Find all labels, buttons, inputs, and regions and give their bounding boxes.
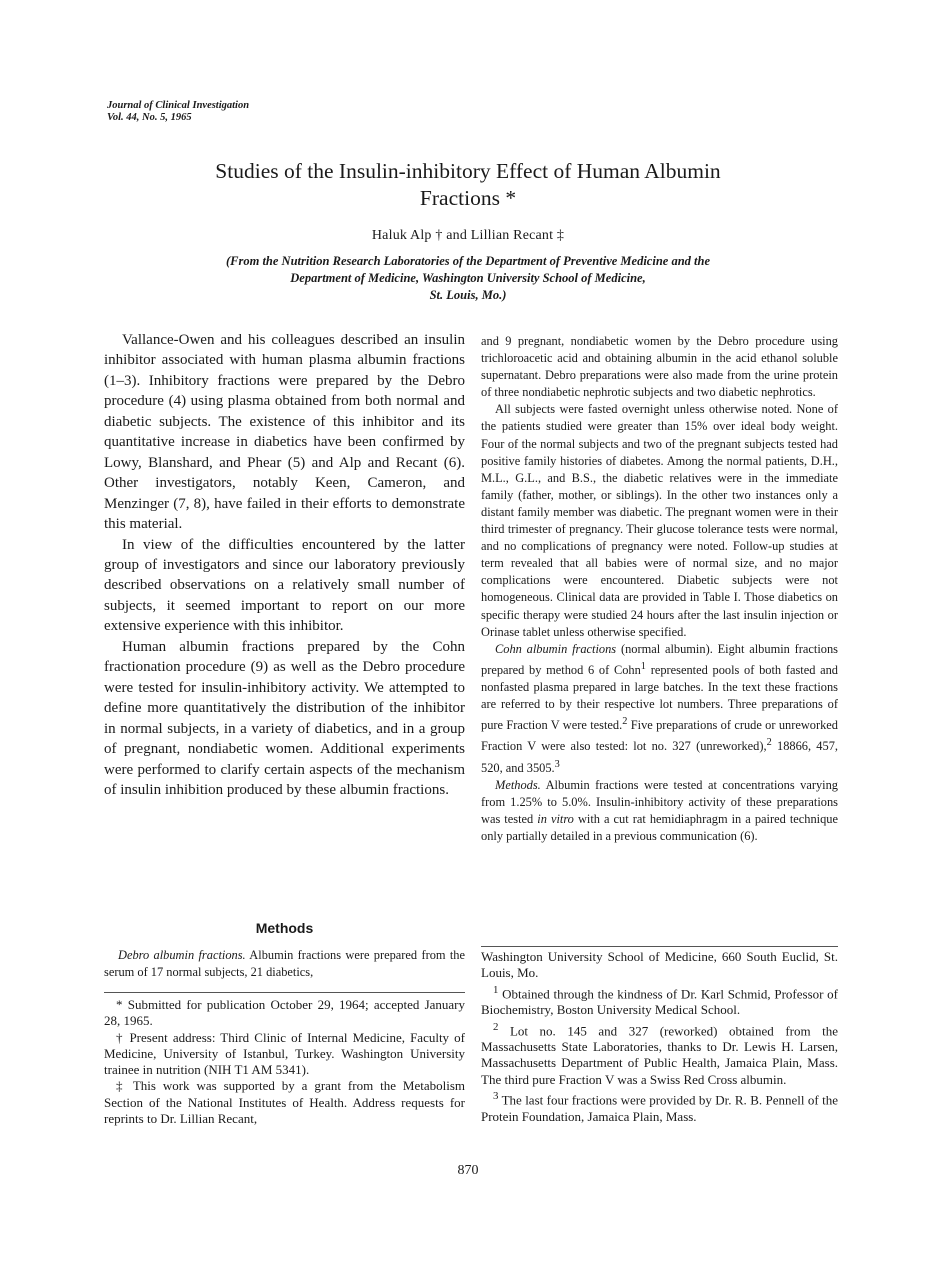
methods-paragraph: and 9 pregnant, nondiabetic women by the Debro procedure using trichloroacetic acid and obtaining albumin in the acid ethanol soluble supernatant. Debro preparations were also made from the urine protein of three nondiabetic nephrotic subjects and two diabetic nephrotics. bbox=[481, 334, 838, 400]
journal-volume: Vol. 44, No. 5, 1965 bbox=[107, 112, 192, 123]
footnote-submitted: * Submitted for publication October 29, 1964; accepted January 28, 1965. bbox=[104, 997, 465, 1029]
methods-debro-paragraph bbox=[104, 947, 465, 981]
footnote-2: $^2$ Lot no. 145 and 327 (reworked) obtained from the Massachusetts State Laboratories, thanks to Dr. Lewis H. Larsen, Massachusetts Department of Public Health, Jamaica Plain, Mass. The third pure Fraction V was a Swiss Red Cross albumin. bbox=[481, 1020, 839, 1087]
footnotes-left bbox=[104, 992, 465, 1127]
cohn-lead: Cohn albumin fractions bbox=[495, 641, 617, 656]
footnote-present-address: † Present address: Third Clinic of Internal Medicine, Faculty of Medicine, University of Istanbul, Turkey. Washington University trainee in nutrition (NIH T1 AM 5341). bbox=[104, 1029, 465, 1078]
methods-lead: Methods. bbox=[495, 777, 541, 792]
affiliation-line-2: Department of Medicine, Washington University School of Medicine, bbox=[290, 271, 646, 285]
footnote-grant: ‡ This work was supported by a grant from the Metabolism Section of the National Institutes of Health. Address requests for reprints to Dr. Lillian Recant, bbox=[104, 1078, 465, 1127]
methods-heading: Methods bbox=[255, 920, 314, 936]
intro-paragraph: Vallance-Owen and his colleagues described an insulin inhibitor associated with human plasma albumin fractions (1–3). Inhibitory fractions were prepared by the Debro procedure (4) using plasma obtained from both normal and diabetic subjects. The existence of this inhibitor and its quantitative increase in diabetics have been confirmed by Lowy, Blanshard, and Phear (5) and Alp and Recant (6). Other investigators, notably Keen, Cameron, and Menzinger (7, 8), have failed in their efforts to demonstrate this material. bbox=[104, 332, 465, 533]
methods-paragraph: All subjects were fasted overnight unless otherwise noted. None of the patients studied were greater than 15% over ideal body weight. Four of the normal subjects and two of the pregnant subjects tested had positive family histories of diabetes. Among the normal patients, D.H., M.L., G.L., and B.S., the diabetic relatives were in the immediate family (father, mother, or siblings). In the other two instances only a distant family member was diabetic. The pregnant women were in their third trimester of pregnancy. Their glucose tolerance tests were normal, and no complications of pregnancy were noted. Follow-up studies at term revealed that all babies were of normal size, and no major complications were encountered. Diabetic subjects were not homogeneous. Clinical data are provided in Table I. Those diabetics on specific therapy were studied 24 hours after the last insulin injection or Orinase tablet unless otherwise specified. bbox=[481, 402, 838, 639]
debro-lead: Debro albumin fractions. bbox=[118, 948, 246, 962]
footnote-ref: 3 bbox=[554, 758, 560, 770]
article-title bbox=[130, 158, 806, 212]
intro-paragraph: In view of the difficulties encountered by the latter group of investigators and since our laboratory previously described observations on a relatively small number of subjects, it seemed important to report on our more extensive experience with this inhibitor. bbox=[104, 536, 465, 635]
methods-subparagraph: Methods. Albumin fractions were tested at concentrations varying from 1.25% to 5.0%. Insulin-inhibitory activity of these preparations was tested in vitro with a cut rat hemidiaphragm in a paired technique only partially detailed in a previous communication (6). bbox=[481, 777, 838, 844]
right-column-methods bbox=[481, 333, 838, 845]
footnote-1: $^1$ Obtained through the kindness of Dr. Karl Schmid, Professor of Biochemistry, Boston University Medical School. bbox=[481, 983, 839, 1018]
affiliation-line-3: St. Louis, Mo.) bbox=[429, 288, 507, 302]
footnote-ref: 1 bbox=[640, 660, 646, 672]
title-line-2: Fractions * bbox=[419, 186, 517, 210]
footnote-ref: 2 bbox=[766, 737, 772, 749]
intro-paragraph: Human albumin fractions prepared by the Cohn fractionation procedure (9) as well as the Debro procedure were tested for insulin-inhibitory activity. We attempted to define more quantitatively the distribution of the inhibitor in normal subjects, in a variety of diabetics, and in a group of pregnant, nondiabetic women. Additional experiments were performed to clarify certain aspects of the mechanism of insulin inhibition produced by these albumin fractions. bbox=[104, 638, 465, 798]
left-column-intro bbox=[104, 330, 465, 800]
footnote-ref: 2 bbox=[622, 716, 628, 728]
cohn-paragraph: Cohn albumin fractions (normal albumin). Eight albumin fractions prepared by method 6 of Cohn$^1$ represented pools of both fasted and nonfasted plasma prepared in large batches. In the text these fractions are referred to by their respective lot numbers. Three preparations of pure Fraction V were tested.$^2$ Five preparations of crude or unreworked Fraction V were also tested: lot no. 327 (unreworked),$^2$ 18866, 457, 520, and 3505.$^3$ bbox=[481, 641, 838, 775]
journal-citation bbox=[107, 100, 249, 124]
author-list: Haluk Alp † and Lillian Recant ‡ bbox=[371, 228, 565, 243]
affiliation-line-1: (From the Nutrition Research Laboratories of the Department of Preventive Medicine and the bbox=[225, 254, 710, 268]
footnote-continuation: Washington University School of Medicine, 660 South Euclid, St. Louis, Mo. bbox=[481, 949, 838, 981]
journal-name: Journal of Clinical Investigation bbox=[107, 100, 250, 111]
page-number: 870 bbox=[457, 1163, 479, 1178]
footnote-3: $^3$ The last four fractions were provided by Dr. R. B. Pennell of the Protein Foundation, Jamaica Plain, Mass. bbox=[481, 1090, 839, 1124]
affiliation bbox=[150, 253, 786, 304]
title-line-1: Studies of the Insulin-inhibitory Effect of Human Albumin bbox=[215, 159, 721, 183]
debro-text: Albumin fractions were prepared from the serum of 17 normal subjects, 21 diabetics, bbox=[104, 948, 465, 980]
footnotes-right bbox=[481, 946, 838, 1125]
